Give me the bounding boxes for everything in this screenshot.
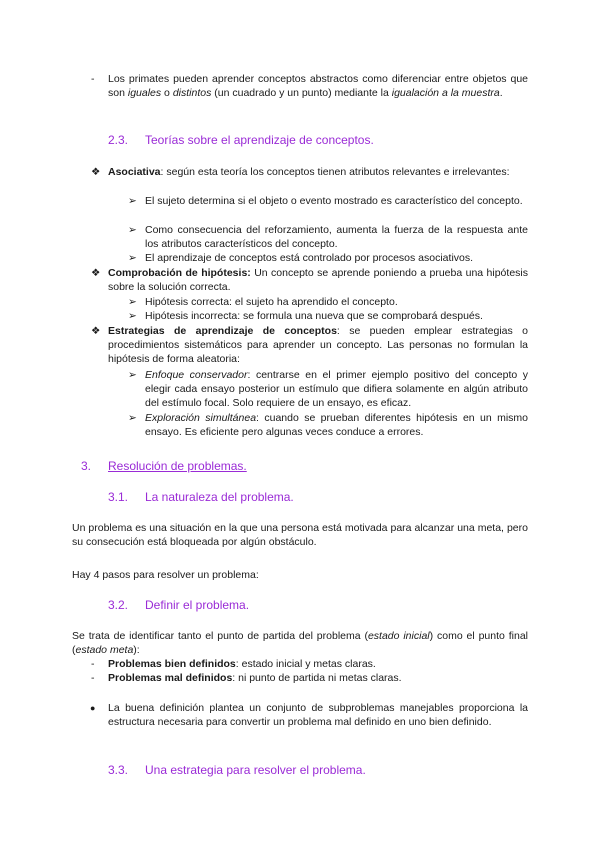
strategy-text: : centrarse en el primer ejemplo positivo del concepto y elegir cada ensayo posterior un estímulo que difiera solamente en algún atributo del estímulo focal. Solo requiere de un ensayo, es eficaz. — [145, 369, 528, 410]
section-3-3-title: Una estrategia para resolver el problema. — [145, 763, 366, 777]
diamond-bullet-icon: ❖ — [91, 166, 101, 178]
strategy-item — [145, 368, 528, 411]
sub-item: Hipótesis incorrecta: se formula una nueva que se comprobará después. — [145, 310, 483, 322]
theory-asociativa — [108, 165, 528, 179]
strategy-item — [145, 411, 528, 439]
list-dash-marker: - — [91, 672, 95, 684]
section-3-number: 3. — [81, 459, 92, 473]
defined-term: Problemas bien definidos — [108, 658, 236, 670]
arrow-bullet-icon: ➢ — [128, 224, 137, 236]
define-text-a: Se trata de identificar tanto el punto de partida del problema ( — [72, 630, 368, 642]
defined-text: : estado inicial y metas claras. — [235, 658, 376, 670]
section-2-3-title: Teorías sobre el aprendizaje de conceptos. — [145, 133, 374, 147]
theory-term: Estrategias de aprendizaje de conceptos — [108, 325, 337, 337]
section-3-title: Resolución de problemas. — [108, 459, 247, 473]
diamond-bullet-icon: ❖ — [91, 325, 101, 337]
arrow-bullet-icon: ➢ — [128, 310, 137, 322]
arrow-bullet-icon: ➢ — [128, 369, 137, 381]
strategy-text: : cuando se prueban diferentes hipótesis en un mismo ensayo. Es eficiente pero algunas veces conduce a errores. — [145, 412, 529, 439]
defined-text: : ni punto de partida ni metas claras. — [232, 672, 402, 684]
intro-paragraph — [108, 72, 528, 100]
define-paragraph — [72, 629, 528, 657]
diamond-bullet-icon: ❖ — [91, 267, 101, 279]
define-text-b: ) como el punto final ( — [72, 630, 529, 657]
sub-item: El aprendizaje de conceptos está controlado por procesos asociativos. — [145, 252, 474, 264]
section-2-3-number: 2.3. — [108, 133, 129, 147]
intro-em-igualacion: igualación a la muestra — [391, 87, 500, 100]
arrow-bullet-icon: ➢ — [128, 296, 137, 308]
theory-term: Comprobación de hipótesis: — [108, 267, 251, 279]
intro-text-c: (un cuadrado y un punto) mediante la — [211, 87, 392, 100]
defined-term: Problemas mal definidos — [108, 672, 233, 684]
intro-em-distintos: distintos — [172, 87, 212, 100]
theory-estrategias — [108, 324, 528, 367]
sub-item: Como consecuencia del reforzamiento, aumenta la fuerza de la respuesta ante los atributos característicos del concepto. — [145, 224, 528, 251]
section-3-3-number: 3.3. — [108, 763, 129, 777]
strategy-term: Enfoque conservador — [145, 369, 248, 381]
intro-text-b: o — [161, 87, 173, 100]
theory-text: Un concepto se aprende poniendo a prueba una hipótesis sobre la solución correcta. — [108, 267, 528, 294]
theory-comprobacion — [108, 266, 528, 294]
round-bullet-icon: ● — [90, 703, 96, 713]
define-em-inicial: estado inicial — [367, 630, 430, 642]
intro-em-iguales: iguales — [127, 87, 162, 100]
sub-item: El sujeto determina si el objeto o evento mostrado es característico del concepto. — [145, 195, 523, 207]
intro-text-d: . — [499, 87, 503, 100]
list-dash-marker: - — [91, 658, 95, 670]
intro-text-a: Los primates pueden aprender conceptos abstractos como diferenciar entre objetos que son — [108, 73, 528, 100]
arrow-bullet-icon: ➢ — [128, 195, 137, 207]
theory-term: Asociativa — [108, 166, 161, 178]
section-3-2-title: Definir el problema. — [145, 598, 250, 612]
define-em-meta: estado meta — [75, 644, 134, 657]
section-3-1-number: 3.1. — [108, 490, 129, 504]
steps-paragraph: Hay 4 pasos para resolver un problema: — [72, 569, 259, 581]
strategy-term: Exploración simultánea — [145, 412, 257, 424]
theory-text: : se pueden emplear estrategias o procedimientos sistemáticos para aprender un concepto. Las personas no formulan la hipótesis de forma aleatoria: — [108, 325, 528, 366]
defined-item — [108, 657, 528, 671]
theory-text: : según esta teoría los conceptos tienen atributos relevantes e irrelevantes: — [160, 166, 510, 178]
list-dash-marker: - — [91, 73, 95, 85]
define-text-c: ): — [133, 644, 140, 657]
sub-item: Hipótesis correcta: el sujeto ha aprendido el concepto. — [145, 296, 398, 308]
definition-note: La buena definición plantea un conjunto de subproblemas manejables proporciona la estructura necesaria para convertir un problema mal definido en uno bien definido. — [108, 702, 528, 729]
arrow-bullet-icon: ➢ — [128, 412, 137, 424]
problem-paragraph: Un problema es una situación en la que una persona está motivada para alcanzar una meta, pero su consecución está bloqueada por algún obstáculo. — [72, 522, 528, 549]
defined-item — [108, 671, 528, 685]
section-3-2-number: 3.2. — [108, 598, 129, 612]
arrow-bullet-icon: ➢ — [128, 252, 137, 264]
section-3-1-title: La naturaleza del problema. — [145, 490, 294, 504]
